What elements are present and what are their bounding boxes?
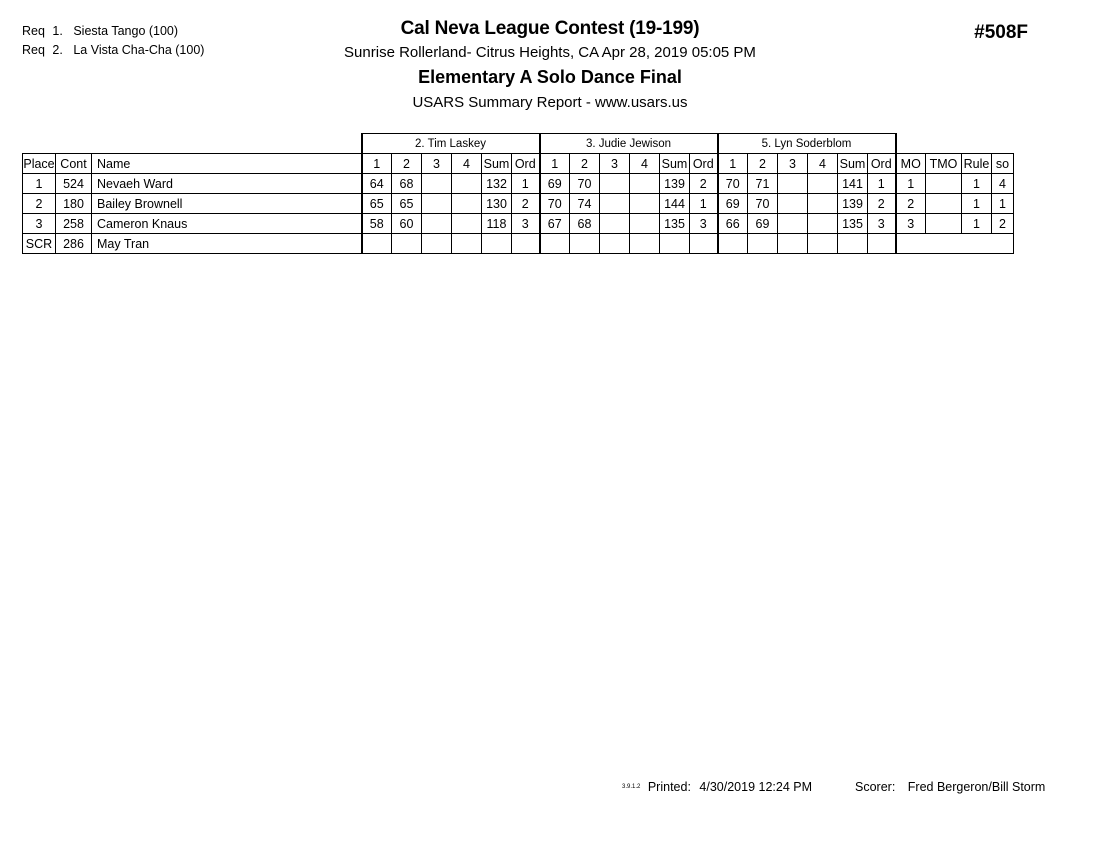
results-table-wrap — [22, 133, 1014, 254]
printed-label: Printed: — [647, 780, 691, 794]
printed-value: 4/30/2019 12:24 PM — [699, 780, 813, 794]
cell-j3-mark-3 — [778, 234, 808, 254]
cell-place: SCR — [23, 234, 56, 254]
cell-name: Bailey Brownell — [92, 194, 362, 214]
cell-j3-ord: 3 — [868, 214, 896, 234]
header-j1-sum: Sum — [482, 154, 512, 174]
contest-id: #508F — [974, 22, 1028, 43]
header-j3-sum: Sum — [838, 154, 868, 174]
cell-j1-mark-2 — [392, 234, 422, 254]
cell-j3-sum: 141 — [838, 174, 868, 194]
judge-banner-row — [23, 134, 1014, 154]
spacer — [962, 134, 992, 154]
spacer — [23, 134, 56, 154]
cell-j1-mark-1 — [362, 234, 392, 254]
cell-j2-mark-3 — [600, 234, 630, 254]
cell-j2-mark-4 — [630, 174, 660, 194]
cell-j2-mark-1: 67 — [540, 214, 570, 234]
cell-j1-ord: 3 — [512, 214, 540, 234]
cell-name: May Tran — [92, 234, 362, 254]
cell-j1-mark-1: 58 — [362, 214, 392, 234]
spacer — [992, 134, 1014, 154]
cell-j3-mark-2: 70 — [748, 194, 778, 214]
header-j1-mark-2: 2 — [392, 154, 422, 174]
cell-j2-mark-1: 69 — [540, 174, 570, 194]
cell-tmo — [926, 214, 962, 234]
cell-j3-mark-2 — [748, 234, 778, 254]
header-j3-mark-1: 1 — [718, 154, 748, 174]
cell-j2-sum: 144 — [660, 194, 690, 214]
spacer — [56, 134, 92, 154]
requirement-name: Siesta Tango (100) — [73, 24, 179, 38]
cell-j3-mark-1: 70 — [718, 174, 748, 194]
cell-j1-mark-2: 65 — [392, 194, 422, 214]
cell-j1-sum — [482, 234, 512, 254]
cell-j1-mark-4 — [452, 174, 482, 194]
cell-place: 1 — [23, 174, 56, 194]
cell-j1-mark-3 — [422, 234, 452, 254]
scorer-value: Fred Bergeron/Bill Storm — [907, 780, 1046, 794]
cell-j1-mark-1: 64 — [362, 174, 392, 194]
header-j1-mark-3: 3 — [422, 154, 452, 174]
spacer — [926, 134, 962, 154]
printed-info — [622, 780, 812, 794]
cell-j1-mark-4 — [452, 234, 482, 254]
requirement-label: Req — [22, 43, 45, 57]
judge-1-label: 2. Tim Laskey — [362, 134, 540, 154]
cell-j2-mark-2: 74 — [570, 194, 600, 214]
header-so: so — [992, 154, 1014, 174]
cell-j1-mark-3 — [422, 194, 452, 214]
header-j2-mark-3: 3 — [600, 154, 630, 174]
judge-2-label: 3. Judie Jewison — [540, 134, 718, 154]
cell-j1-mark-4 — [452, 194, 482, 214]
header-j2-sum: Sum — [660, 154, 690, 174]
cell-j3-mark-4 — [808, 174, 838, 194]
cell-mo — [896, 234, 926, 254]
cell-j3-mark-2: 69 — [748, 214, 778, 234]
table-row — [23, 174, 1014, 194]
cell-name: Nevaeh Ward — [92, 174, 362, 194]
cell-j3-mark-3 — [778, 194, 808, 214]
cell-j2-mark-2 — [570, 234, 600, 254]
header-j1-mark-4: 4 — [452, 154, 482, 174]
header-name: Name — [92, 154, 362, 174]
cell-j2-sum: 139 — [660, 174, 690, 194]
report-subtitle: USARS Summary Report - www.usars.us — [412, 94, 688, 111]
cell-j2-mark-2: 70 — [570, 174, 600, 194]
requirement-number: 1. — [52, 24, 63, 38]
spacer — [92, 134, 362, 154]
cell-j3-mark-4 — [808, 234, 838, 254]
header-j1-mark-1: 1 — [362, 154, 392, 174]
cell-place: 2 — [23, 194, 56, 214]
cell-so: 2 — [992, 214, 1014, 234]
cell-j3-mark-3 — [778, 174, 808, 194]
cell-j3-mark-4 — [808, 214, 838, 234]
header-j1-ord: Ord — [512, 154, 540, 174]
cell-j2-ord — [690, 234, 718, 254]
cell-tmo — [926, 234, 962, 254]
table-row — [23, 234, 1014, 254]
table-header-row — [23, 154, 1014, 174]
cell-mo: 3 — [896, 214, 926, 234]
cell-rule — [962, 234, 992, 254]
cell-j1-mark-2: 68 — [392, 174, 422, 194]
cell-j2-mark-4 — [630, 194, 660, 214]
header-mo: MO — [896, 154, 926, 174]
cell-mo: 1 — [896, 174, 926, 194]
cell-tmo — [926, 194, 962, 214]
cell-j1-mark-2: 60 — [392, 214, 422, 234]
cell-place: 3 — [23, 214, 56, 234]
cell-cont: 258 — [56, 214, 92, 234]
header-j3-mark-2: 2 — [748, 154, 778, 174]
cell-j3-sum: 139 — [838, 194, 868, 214]
cell-tmo — [926, 174, 962, 194]
cell-j3-mark-4 — [808, 194, 838, 214]
cell-j3-sum: 135 — [838, 214, 868, 234]
cell-j1-ord — [512, 234, 540, 254]
header-j2-ord: Ord — [690, 154, 718, 174]
cell-j2-mark-1 — [540, 234, 570, 254]
cell-j3-mark-1: 69 — [718, 194, 748, 214]
header-cont: Cont — [56, 154, 92, 174]
cell-so: 1 — [992, 194, 1014, 214]
cell-j2-ord: 2 — [690, 174, 718, 194]
cell-j1-mark-4 — [452, 214, 482, 234]
cell-j1-sum: 132 — [482, 174, 512, 194]
cell-j1-ord: 2 — [512, 194, 540, 214]
cell-j1-ord: 1 — [512, 174, 540, 194]
header-j3-mark-3: 3 — [778, 154, 808, 174]
cell-j2-ord: 1 — [690, 194, 718, 214]
event-title: Elementary A Solo Dance Final — [418, 67, 682, 87]
report-header — [0, 18, 1100, 111]
cell-j1-mark-1: 65 — [362, 194, 392, 214]
cell-j2-mark-2: 68 — [570, 214, 600, 234]
cell-j2-sum: 135 — [660, 214, 690, 234]
results-table — [22, 133, 1014, 254]
venue-datetime: Sunrise Rollerland- Citrus Heights, CA Apr 28, 2019 05:05 PM — [344, 44, 756, 61]
cell-j2-mark-4 — [630, 214, 660, 234]
cell-j3-mark-1 — [718, 234, 748, 254]
cell-j2-mark-3 — [600, 214, 630, 234]
header-tmo: TMO — [926, 154, 962, 174]
cell-rule: 1 — [962, 194, 992, 214]
requirement-name: La Vista Cha-Cha (100) — [73, 43, 205, 57]
cell-j2-mark-4 — [630, 234, 660, 254]
cell-mo: 2 — [896, 194, 926, 214]
header-j3-mark-4: 4 — [808, 154, 838, 174]
cell-j1-sum: 118 — [482, 214, 512, 234]
table-row — [23, 214, 1014, 234]
cell-cont: 524 — [56, 174, 92, 194]
cell-j3-mark-2: 71 — [748, 174, 778, 194]
header-j2-mark-1: 1 — [540, 154, 570, 174]
cell-j1-mark-3 — [422, 174, 452, 194]
header-j2-mark-2: 2 — [570, 154, 600, 174]
cell-j3-ord: 1 — [868, 174, 896, 194]
requirement-number: 2. — [52, 43, 63, 57]
cell-j2-ord: 3 — [690, 214, 718, 234]
cell-j3-ord — [868, 234, 896, 254]
scorer-label: Scorer: — [855, 780, 896, 794]
cell-j3-mark-1: 66 — [718, 214, 748, 234]
cell-j3-mark-3 — [778, 214, 808, 234]
requirement-label: Req — [22, 24, 45, 38]
cell-j3-sum — [838, 234, 868, 254]
cell-j2-mark-3 — [600, 194, 630, 214]
table-row — [23, 194, 1014, 214]
cell-cont: 286 — [56, 234, 92, 254]
header-j3-ord: Ord — [868, 154, 896, 174]
header-j2-mark-4: 4 — [630, 154, 660, 174]
scorer-info — [855, 780, 1045, 794]
contest-title: Cal Neva League Contest (19-199) — [400, 18, 700, 39]
cell-j1-sum: 130 — [482, 194, 512, 214]
cell-j2-mark-3 — [600, 174, 630, 194]
cell-so — [992, 234, 1014, 254]
cell-rule: 1 — [962, 174, 992, 194]
cell-so: 4 — [992, 174, 1014, 194]
cell-j2-mark-1: 70 — [540, 194, 570, 214]
cell-j3-ord: 2 — [868, 194, 896, 214]
header-rule: Rule — [962, 154, 992, 174]
spacer — [896, 134, 926, 154]
cell-name: Cameron Knaus — [92, 214, 362, 234]
judge-3-label: 5. Lyn Soderblom — [718, 134, 896, 154]
cell-rule: 1 — [962, 214, 992, 234]
version-label: 3.9.1.2 — [622, 784, 641, 790]
cell-j1-mark-3 — [422, 214, 452, 234]
header-place: Place — [23, 154, 56, 174]
cell-j2-sum — [660, 234, 690, 254]
cell-cont: 180 — [56, 194, 92, 214]
